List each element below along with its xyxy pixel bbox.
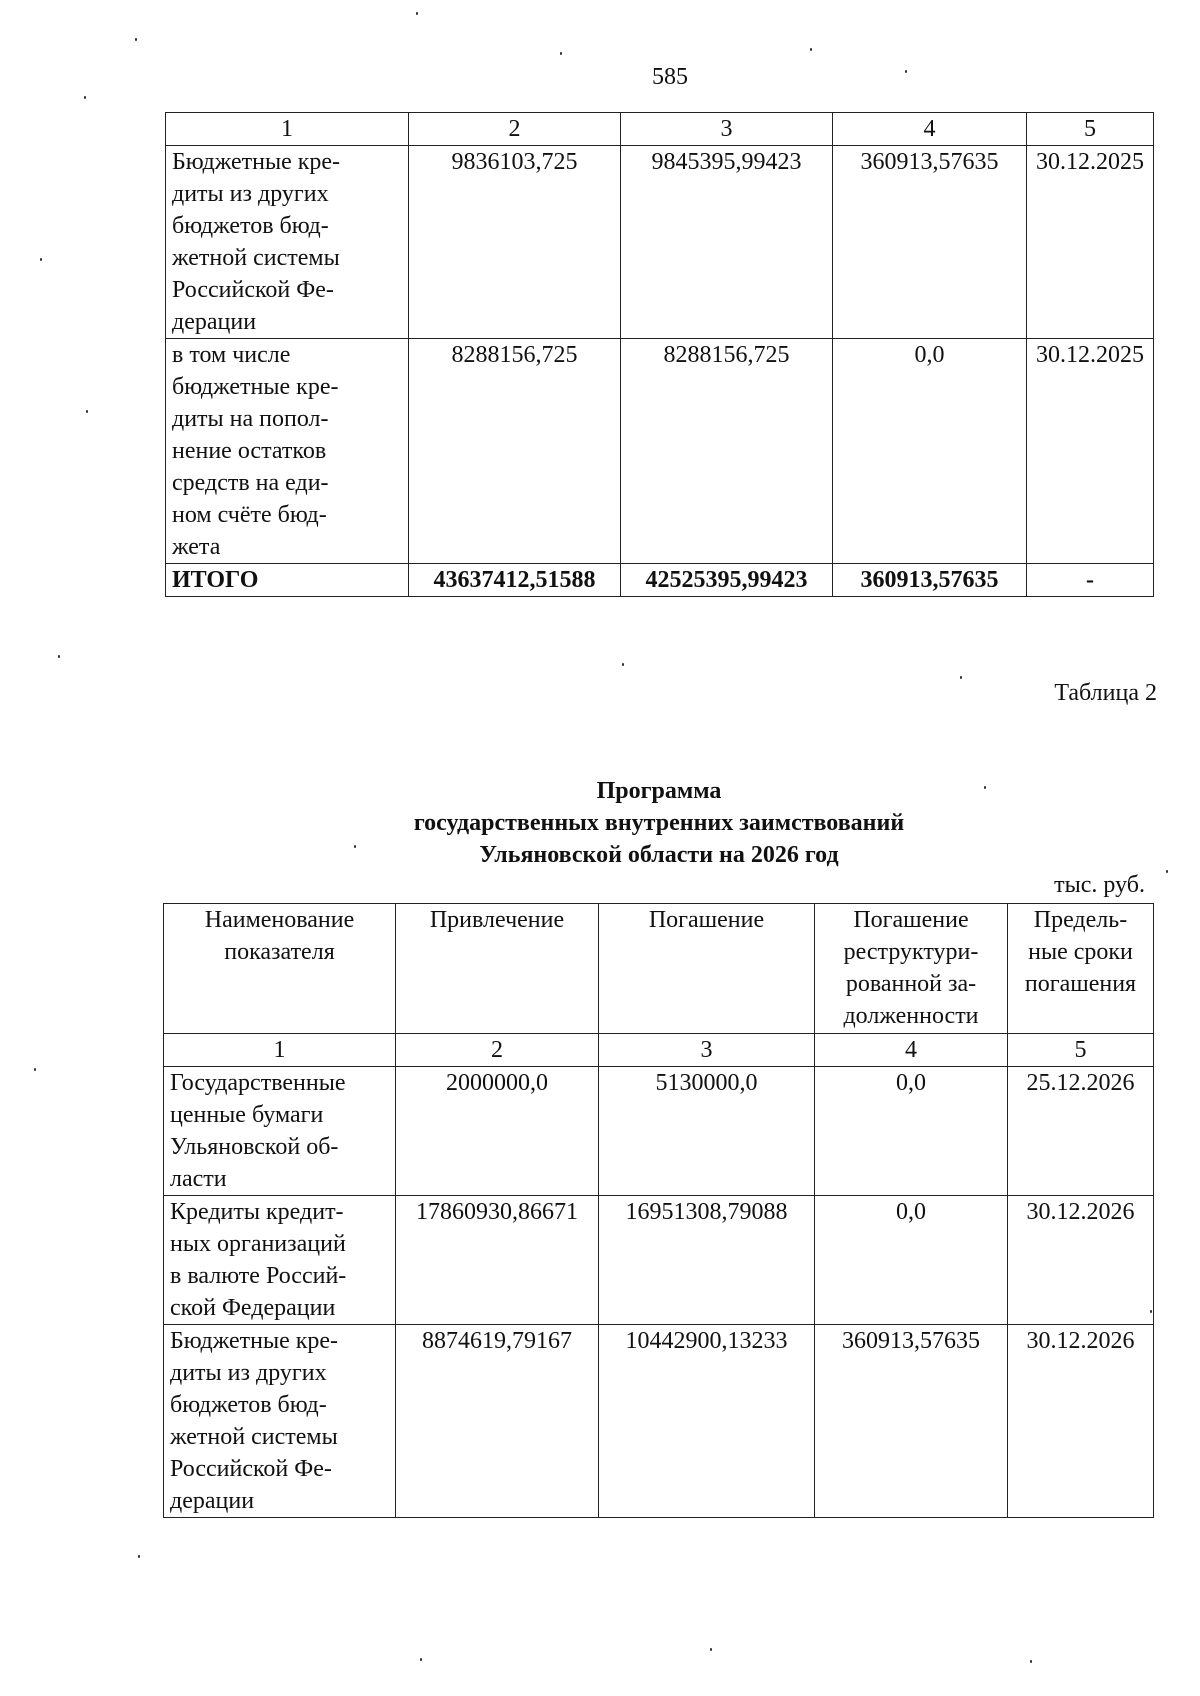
name-line: Ульяновской об- (170, 1134, 339, 1160)
attraction-value: 2000000,0 (396, 1067, 599, 1196)
attraction-value: 8874619,79167 (396, 1325, 599, 1518)
name-line: бюджетов бюд- (170, 1392, 327, 1418)
name-line: в валюте Россий- (170, 1263, 347, 1289)
deadline-value: 30.12.2026 (1008, 1325, 1154, 1518)
name-line: средств на еди- (172, 470, 329, 496)
column-number: 1 (166, 113, 409, 146)
deadline-value: 30.12.2026 (1008, 1196, 1154, 1325)
header-line: рованной за- (845, 971, 977, 997)
scan-speck (420, 1658, 422, 1661)
scan-speck (984, 786, 986, 789)
header-restructured-repayment (815, 904, 1008, 1034)
column-number-row (164, 1034, 1154, 1067)
name-line: бюджетные кре- (172, 374, 339, 400)
header-name (164, 904, 396, 1034)
name-line: диты из других (170, 1360, 327, 1386)
name-line: ных организаций (170, 1231, 346, 1257)
name-line: ном счёте бюд- (172, 502, 327, 528)
scan-speck (354, 845, 356, 848)
name-line: дерации (172, 309, 257, 335)
scan-speck (810, 48, 812, 51)
restructured-repayment-value: 0,0 (815, 1196, 1008, 1325)
name-line: жетной системы (172, 245, 340, 271)
restructured-repayment-value: 0,0 (815, 1067, 1008, 1196)
total-deadline: - (1027, 564, 1154, 597)
repayment-value: 8288156,725 (621, 339, 833, 564)
name-line: Государственные (170, 1070, 346, 1096)
row-name (164, 1196, 396, 1325)
header-line: погашения (1024, 971, 1137, 997)
column-number: 5 (1008, 1034, 1154, 1067)
total-attraction: 43637412,51588 (409, 564, 621, 597)
deadline-value: 30.12.2025 (1027, 339, 1154, 564)
name-line: Бюджетные кре- (172, 149, 341, 175)
repayment-value: 16951308,79088 (599, 1196, 815, 1325)
scan-speck (84, 96, 86, 99)
total-repayment: 42525395,99423 (621, 564, 833, 597)
scan-speck (135, 38, 137, 41)
title-line: государственных внутренних заимствований (413, 810, 905, 836)
deadline-value: 30.12.2025 (1027, 146, 1154, 339)
name-line: Бюджетные кре- (170, 1328, 339, 1354)
name-line: ской Федерации (170, 1295, 336, 1321)
restructured-repayment-value: 0,0 (833, 339, 1027, 564)
name-line: жетной системы (170, 1424, 338, 1450)
row-name (164, 1325, 396, 1518)
scan-speck (1166, 870, 1168, 873)
column-number: 4 (833, 113, 1027, 146)
total-row (166, 564, 1154, 597)
attraction-value: 8288156,725 (409, 339, 621, 564)
repayment-value: 9845395,99423 (621, 146, 833, 339)
header-line: долженности (843, 1003, 979, 1029)
scan-speck (58, 655, 60, 658)
restructured-repayment-value: 360913,57635 (833, 146, 1027, 339)
table-row (164, 1067, 1154, 1196)
column-number: 3 (599, 1034, 815, 1067)
name-line: ценные бумаги (170, 1102, 324, 1128)
scan-speck (86, 410, 88, 413)
deadline-value: 25.12.2026 (1008, 1067, 1154, 1196)
column-number: 1 (164, 1034, 396, 1067)
header-line: Погашение (853, 907, 969, 933)
scan-speck (960, 676, 962, 679)
repayment-value: 10442900,13233 (599, 1325, 815, 1518)
row-name (164, 1067, 396, 1196)
attraction-value: 17860930,86671 (396, 1196, 599, 1325)
scan-speck (416, 12, 418, 15)
header-line: Предель- (1033, 907, 1128, 933)
scan-speck (40, 258, 42, 261)
name-line: дерации (170, 1488, 255, 1514)
name-line: жета (172, 534, 221, 560)
total-label: ИТОГО (166, 564, 409, 597)
header-line: реструктури- (843, 939, 979, 965)
unit-label: тыс. руб. (1054, 872, 1145, 898)
document-title (165, 775, 1153, 871)
repayment-value: 5130000,0 (599, 1067, 815, 1196)
name-line: бюджетов бюд- (172, 213, 329, 239)
table-row (166, 339, 1154, 564)
column-number-row (166, 113, 1154, 146)
scan-speck (138, 1555, 140, 1558)
header-line: показателя (224, 939, 335, 965)
scan-speck (34, 1068, 36, 1071)
table-row (166, 146, 1154, 339)
row-name (166, 146, 409, 339)
header-line: Наименование (204, 907, 355, 933)
column-number: 3 (621, 113, 833, 146)
name-line: диты на попол- (172, 406, 329, 432)
scan-speck (1030, 1660, 1032, 1663)
scan-speck (560, 52, 562, 55)
name-line: диты из других (172, 181, 329, 207)
header-deadline (1008, 904, 1154, 1034)
name-line: ласти (170, 1166, 227, 1192)
row-name (166, 339, 409, 564)
header-line: ные сроки (1028, 939, 1133, 965)
total-restructured-repayment: 360913,57635 (833, 564, 1027, 597)
page-number: 585 (652, 64, 688, 90)
restructured-repayment-value: 360913,57635 (815, 1325, 1008, 1518)
name-line: Кредиты кредит- (170, 1199, 344, 1225)
title-line: Ульяновской области на 2026 год (479, 842, 839, 868)
attraction-value: 9836103,725 (409, 146, 621, 339)
name-line: в том числе (172, 342, 291, 368)
scan-speck (622, 663, 624, 666)
name-line: Российской Фе- (170, 1456, 332, 1482)
header-repayment: Погашение (599, 904, 815, 1034)
scan-speck (1150, 1310, 1152, 1313)
scan-speck (905, 70, 907, 73)
table-2-label: Таблица 2 (1054, 680, 1157, 706)
column-number: 5 (1027, 113, 1154, 146)
column-number: 2 (409, 113, 621, 146)
borrowing-table-2026 (163, 903, 1154, 1518)
name-line: Российской Фе- (172, 277, 334, 303)
header-attraction: Привлечение (396, 904, 599, 1034)
scan-speck (710, 1648, 712, 1651)
table-row (164, 1196, 1154, 1325)
title-line: Программа (596, 778, 722, 804)
table-row (164, 1325, 1154, 1518)
name-line: нение остатков (172, 438, 327, 464)
header-row (164, 904, 1154, 1034)
borrowing-table-2025-continued (165, 112, 1154, 597)
column-number: 2 (396, 1034, 599, 1067)
column-number: 4 (815, 1034, 1008, 1067)
